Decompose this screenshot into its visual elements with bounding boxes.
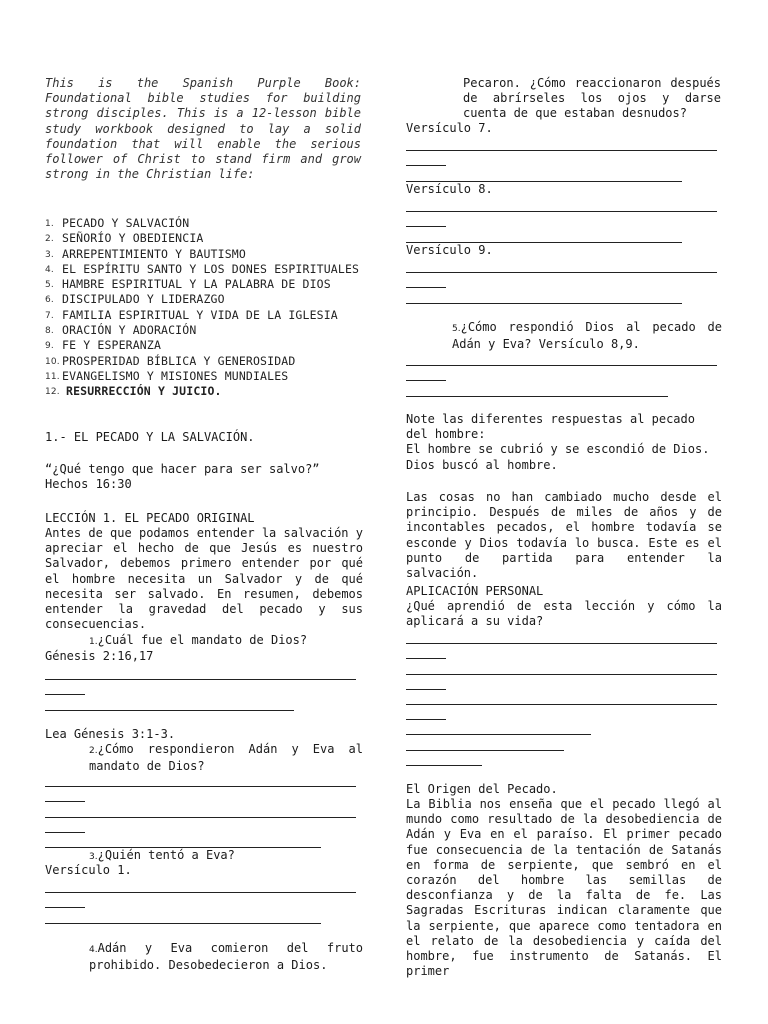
intro-paragraph: This is the Spanish Purple Book: Foundational bible studies for building strong disciples. This is a 12-lesson bible study workbook designed to lay a solid foundation that will enable the serious follower of Christ to stand firm and grow strong in the Christian life:: [45, 76, 361, 182]
question-1: [89, 633, 363, 650]
answer-lines-v9: [406, 258, 717, 304]
question-text: ¿Quién tentó a Eva?: [97, 848, 235, 862]
lesson-title: PECADO Y SALVACIÓN: [62, 216, 190, 230]
question-number: 3.: [89, 852, 98, 862]
answer-line[interactable]: [45, 833, 321, 848]
answer-line[interactable]: [45, 893, 85, 908]
lesson-list-item: [45, 277, 365, 292]
answer-line[interactable]: [406, 366, 446, 381]
answer-line[interactable]: [406, 197, 717, 212]
reading-note: Lea Génesis 3:1-3.: [45, 727, 176, 741]
lesson-title: EL ESPÍRITU SANTO Y LOS DONES ESPIRITUALES: [62, 261, 360, 276]
lesson-heading: LECCIÓN 1. EL PECADO ORIGINAL: [45, 511, 255, 525]
application-question: ¿Qué aprendió de esta lección y cómo la aplicará a su vida?: [406, 599, 722, 629]
lesson-title: DISCIPULADO Y LIDERAZGO: [62, 292, 225, 307]
lesson-title: PROSPERIDAD BÍBLICA Y GENEROSIDAD: [62, 353, 296, 368]
question-number: 5.: [452, 324, 461, 334]
answer-lines-5: [406, 351, 717, 397]
answer-lines-v8: [406, 197, 717, 243]
note-line-2: Dios buscó al hombre.: [406, 458, 558, 472]
question-number: 4.: [89, 945, 98, 955]
lesson-title: ARREPENTIMIENTO Y BAUTISMO: [62, 246, 246, 261]
lesson-number: 6.: [45, 295, 54, 306]
question-text: ¿Cómo respondió Dios al pecado de Adán y Eva? Versículo 8,9.: [452, 320, 722, 352]
answer-line[interactable]: [45, 680, 85, 695]
answer-line[interactable]: [406, 644, 446, 659]
answer-lines-application: [406, 629, 717, 766]
answer-line[interactable]: [406, 288, 682, 303]
answer-lines-2: [45, 772, 356, 848]
note-line-1: El hombre se cubrió y se escondió de Dios.: [406, 442, 710, 456]
answer-line[interactable]: [45, 665, 356, 680]
lesson-list-item: [45, 384, 365, 399]
note-title: Note las diferentes respuestas al pecado del hombre:: [406, 412, 695, 442]
lesson-number: 1.: [45, 219, 54, 229]
verse-8-label: Versículo 8.: [406, 182, 493, 196]
lesson-number: 7.: [45, 310, 54, 321]
lesson-number: 4.: [45, 264, 54, 275]
lesson-list-item: [45, 292, 365, 307]
answer-line[interactable]: [406, 720, 591, 735]
answer-line[interactable]: [45, 878, 356, 893]
scripture-reference: Versículo 1.: [45, 863, 132, 877]
origin-paragraph: La Biblia nos enseña que el pecado llegó al mundo como resultado de la desobediencia de Adán y Eva en el paraíso. El primer pecado fue consecuencia de la tentación de Satanás en forma de serpiente, que sembró en el corazón del hombre las semillas de desconfianza y de la falta de fe. Las Sagradas Escrituras indican claramente que la serpiente, que aparece como tentadora en el relato de la desobediencia y caída del hombre, fue instrumento de Satanás. El primer: [406, 797, 722, 979]
lesson-list-item: [45, 323, 365, 338]
lesson-list-item: [45, 231, 365, 246]
question-text: Adán y Eva comieron del fruto prohibido. Desobedecieron a Dios.: [89, 941, 363, 973]
lesson-list-item: [45, 354, 365, 369]
scripture-reference: Génesis 2:16,17: [45, 649, 154, 663]
answer-line[interactable]: [406, 351, 717, 366]
lesson-number: 3.: [45, 249, 54, 260]
answer-line[interactable]: [406, 705, 446, 720]
answer-line[interactable]: [406, 273, 446, 288]
lesson-number: 5.: [45, 280, 54, 291]
lesson-title: ORACIÓN Y ADORACIÓN: [62, 323, 197, 338]
answer-line[interactable]: [406, 675, 446, 690]
lesson-number: 10.: [45, 356, 60, 367]
section-title: 1.- EL PECADO Y LA SALVACIÓN.: [45, 430, 255, 444]
question-number: 1.: [89, 637, 98, 647]
lesson-title: EVANGELISMO Y MISIONES MUNDIALES: [62, 368, 289, 383]
verse-9-label: Versículo 9.: [406, 243, 493, 257]
answer-line[interactable]: [406, 659, 717, 674]
lesson-number: 8.: [45, 326, 54, 337]
answer-line[interactable]: [45, 787, 85, 802]
answer-line[interactable]: [406, 690, 717, 705]
question-number: 2.: [89, 746, 98, 756]
answer-line[interactable]: [45, 908, 321, 923]
lesson-title: RESURRECCIÓN Y JUICIO.: [66, 384, 222, 399]
question-text: ¿Cómo respondieron Adán y Eva al mandato de Dios?: [89, 742, 363, 774]
lesson-list-item: [45, 308, 365, 323]
lesson-intro-paragraph: Antes de que podamos entender la salvación y apreciar el hecho de que Jesús es nuestro Salvador, debemos primero entender por qué el hombre necesita un Salvador y de qué necesita ser salvado. En resumen, debemos entender la gravedad del pecado y sus consecuencias.: [45, 526, 363, 632]
answer-line[interactable]: [406, 258, 717, 273]
answer-line[interactable]: [406, 151, 446, 166]
lesson-list-item: [45, 338, 365, 353]
answer-line[interactable]: [45, 818, 85, 833]
lesson-title: FE Y ESPERANZA: [62, 338, 162, 353]
application-heading: APLICACIÓN PERSONAL: [406, 584, 544, 598]
question-text: ¿Cuál fue el mandato de Dios?: [97, 633, 308, 647]
answer-line[interactable]: [406, 735, 564, 750]
lesson-list-item: [45, 369, 365, 384]
lesson-title: FAMILIA ESPIRITUAL Y VIDA DE LA IGLESIA: [62, 307, 338, 322]
lesson-number: 2.: [45, 234, 54, 245]
answer-lines-3: [45, 878, 356, 924]
lesson-number: 12.: [45, 387, 60, 398]
key-verse-quote: “¿Qué tengo que hacer para ser salvo?” Hechos 16:30: [45, 462, 320, 492]
answer-line[interactable]: [406, 166, 682, 181]
answer-line[interactable]: [45, 772, 356, 787]
lesson-list-item: [45, 262, 365, 277]
answer-line[interactable]: [406, 136, 717, 151]
answer-line[interactable]: [406, 751, 482, 766]
lesson-list-item: [45, 247, 365, 262]
answer-lines-v7: [406, 136, 717, 182]
context-paragraph: Las cosas no han cambiado mucho desde el principio. Después de miles de años y de incontables pecados, el hombre todavía se esconde y Dios todavía lo busca. Este es el punto de partida para entender la salvación.: [406, 490, 722, 581]
question-2: [89, 742, 363, 774]
lesson-list-item: [45, 216, 365, 231]
lesson-number: 11.: [45, 371, 60, 382]
answer-line[interactable]: [406, 227, 682, 242]
origin-heading: El Origen del Pecado.: [406, 782, 558, 796]
answer-line[interactable]: [406, 381, 668, 396]
lesson-number: 9.: [45, 341, 54, 352]
lesson-title: SEÑORÍO Y OBEDIENCIA: [62, 231, 204, 246]
question-4-continued: Pecaron. ¿Cómo reaccionaron después de abrírseles los ojos y darse cuenta de que estaban desnudos?: [463, 76, 721, 121]
answer-line[interactable]: [45, 695, 294, 710]
verse-7-label: Versículo 7.: [406, 121, 493, 135]
lesson-title: HAMBRE ESPIRITUAL Y LA PALABRA DE DIOS: [62, 277, 331, 292]
lesson-list: [45, 216, 365, 400]
answer-lines-1: [45, 665, 356, 711]
question-4: [89, 941, 363, 973]
answer-line[interactable]: [45, 802, 356, 817]
answer-line[interactable]: [406, 212, 446, 227]
answer-line[interactable]: [406, 629, 717, 644]
question-5: [452, 320, 722, 352]
